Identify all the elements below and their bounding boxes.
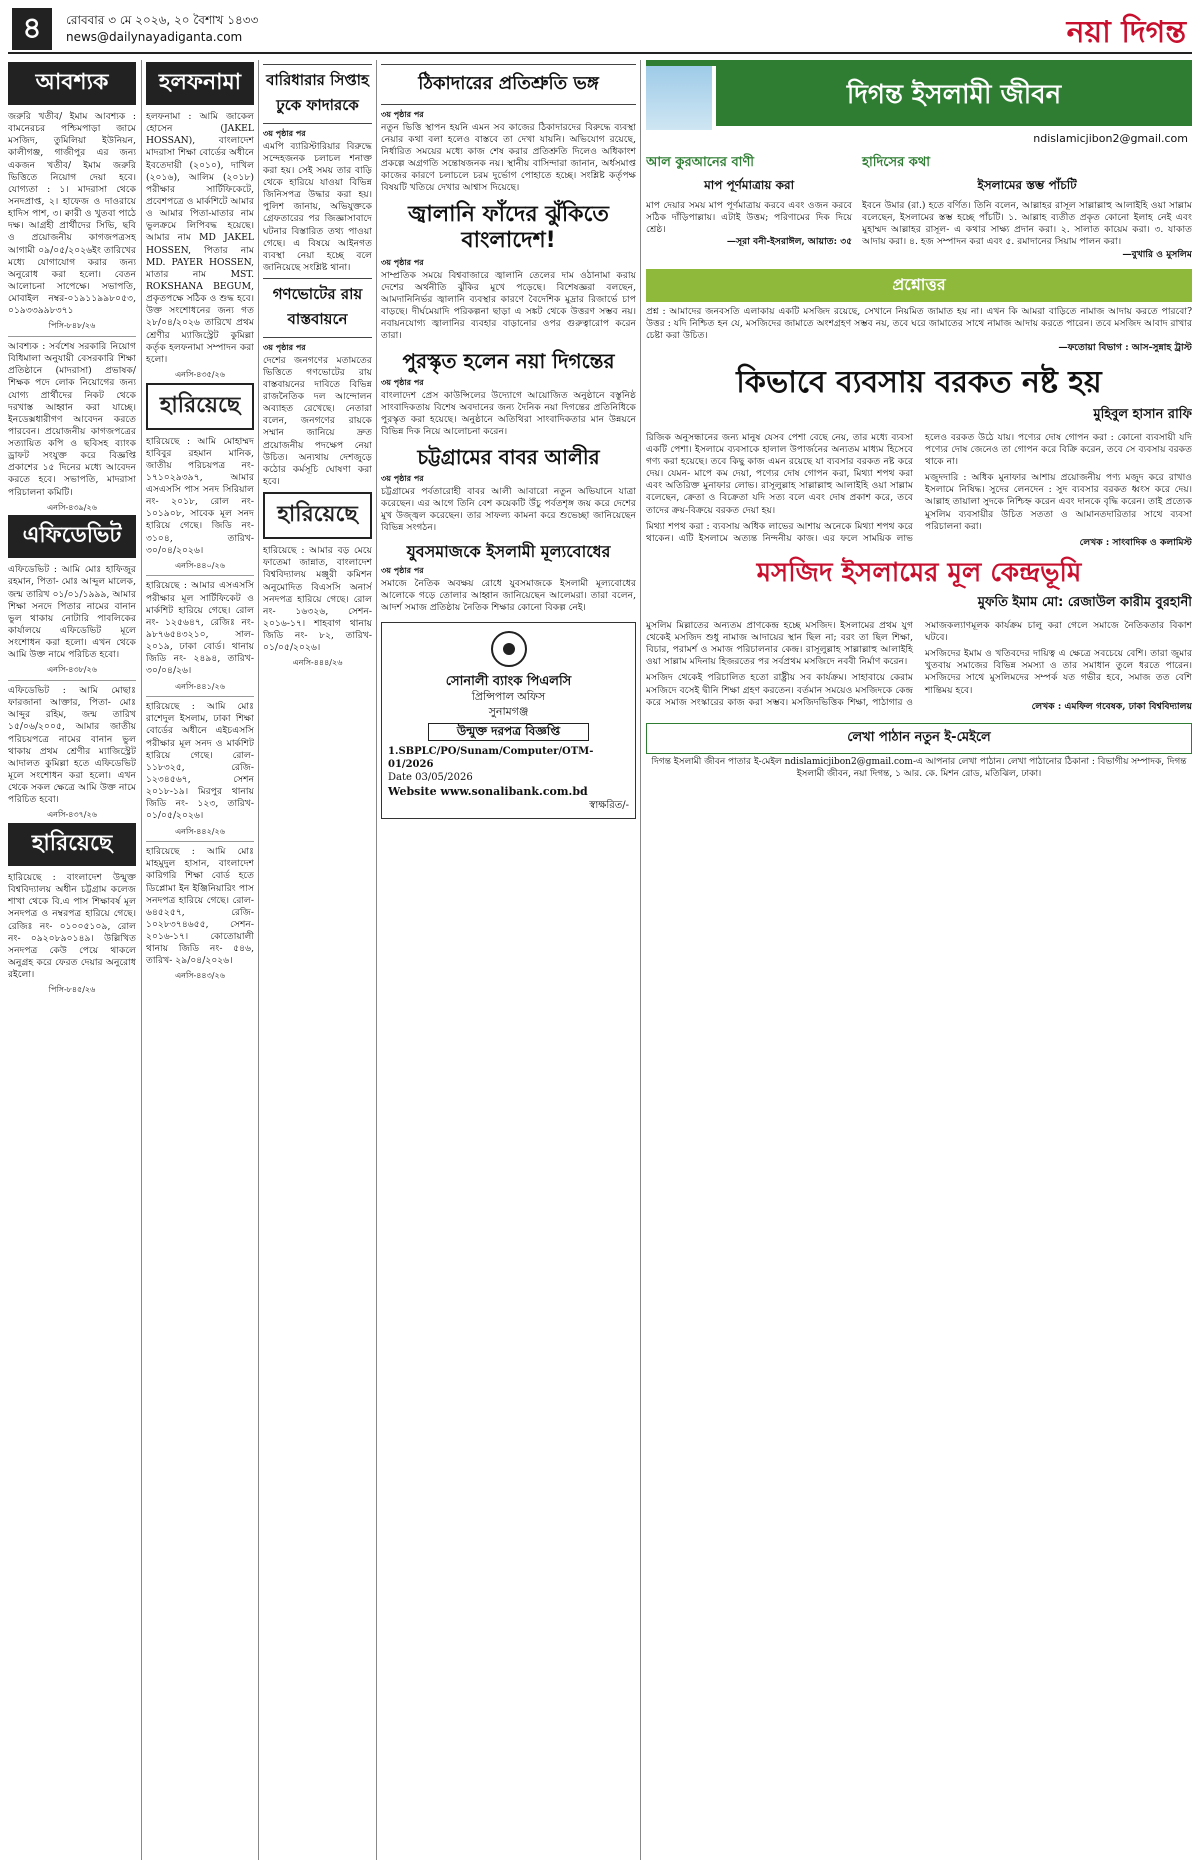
section-banner: আবশ্যক — [8, 62, 136, 105]
classified-ad: এফিডেভিট : আমি মোছাঃ ফারজানা আক্তার, পিতা- মোঃ আব্দুর রহিম, জন্ম তারিখ ১৫/০৬/২০০৫, আমার জাতীয় পরিচয়পত্রে নামের বানান ভুল থাকায় প্রথম শ্রেণীর ম্যাজিস্ট্রেট আদালত কুমিল্লা হতে এফিডেভিট মূলে সংশোধন করা হলো। এখন থেকে সকল ক্ষেত্রে আমি উক্ত নামে পরিচিত হবো। — [8, 684, 136, 806]
article-body: এমপি ব্যারিস্টারিয়ার বিরুদ্ধে সন্দেহজনক চলাচল শনাক্ত করা হয়। সেই সময় তার বাড়ি থেকে হারিয়ে যাওয়া বিভিন্ন জিনিসপত্র উদ্ধার করা হয়। পুলিশ জানায়, অভিযুক্তকে গ্রেফতারের পর জিজ্ঞাসাবাদে ঘটনার বিস্তারিত তথ্য পাওয়া গেছে। এ বিষয়ে আইনগত ব্যবস্থা নেয়া হচ্ছে বলে জানিয়েছে সংশ্লিষ্ট থানা। — [263, 140, 372, 273]
article-headline: মসজিদ ইসলামের মূল কেন্দ্রভূমি — [756, 558, 1082, 589]
article-paragraph: মসজিদের ইমাম ও খতিবদের দায়িত্ব এ ক্ষেত্রে সবচেয়ে বেশি। তারা জুমার খুতবায় সমাজের বিভিন্ন সমস্যা ও তার সমাধান তুলে ধরতে পারেন। মসজিদের সাথে মুসলিমদের সম্পর্ক যত গভীর হবে, সমাজ তত বেশি শান্তিময় হবে। — [925, 648, 1192, 696]
article-headline: ঠিকাদারের প্রতিশ্রুতি ভঙ্গ — [381, 64, 636, 105]
divider — [146, 841, 254, 842]
ad-code: পিসি-৮৪৮/২৬ — [48, 321, 96, 331]
divider — [8, 336, 136, 337]
news-column-4 — [381, 60, 636, 1860]
ad-code: পিসি-৮৪৫/২৬ — [48, 985, 96, 995]
quran-heading: আল কুরআনের বাণী — [646, 155, 755, 170]
section-banner: এফিডেভিট — [8, 515, 136, 558]
hadith-text: ইবনে উমার (রা.) হতে বর্ণিত। তিনি বলেন, আল্লাহর রাসূল সাল্লাল্লাহু আলাইহি ওয়া সাল্লাম বলেছেন, ইসলামের স্তম্ভ হচ্ছে পাঁচটি। ১. আল্লাহ ব্যতীত প্রকৃত কোনো ইলাহ নেই এবং মুহাম্মদ আল্লাহর রাসূল- এ কথার সাক্ষ্য প্রদান করা। ২. সালাত কায়েম করা। ৩. যাকাত আদায় করা। ৪. হজ সম্পাদন করা এবং ৫. রমাদানের সিয়াম পালন করা। — [862, 200, 1192, 248]
newspaper-logo: নয়া দিগন্ত — [1066, 15, 1186, 50]
article-body: সাম্প্রতিক সময়ে বিশ্ববাজারে জ্বালানি তেলের দাম ওঠানামা করায় দেশের অর্থনীতি ঝুঁকির মুখে পড়েছে। বিশেষজ্ঞরা বলছেন, আমদানিনির্ভর জ্বালানি ব্যবস্থার কারণে বৈদেশিক মুদ্রার রিজার্ভে চাপ বাড়ছে। দীর্ঘমেয়াদি পরিকল্পনা ছাড়া এ সঙ্কট থেকে উত্তরণ সম্ভব নয়। নবায়নযোগ্য জ্বালানির ব্যবহার বাড়ানোর ওপর গুরুত্বারোপ করেন তারা। — [381, 269, 636, 342]
tender-website[interactable]: Website www.sonalibank.com.bd — [388, 784, 588, 798]
hadith-title: ইসলামের স্তম্ভ পাঁচটি — [977, 178, 1077, 192]
article-paragraph: রিজিক অনুসন্ধানের জন্য মানুষ যেসব পেশা বেছে নেয়, তার মধ্যে ব্যবসা একটি পেশা। ইসলামে ব্যবসাকে হালাল উপার্জনের অন্যতম মাধ্যম হিসেবে গণ্য করা হয়েছে। তবে কিছু কাজ এমন রয়েছে যা ব্যবসার বরকত নষ্ট করে দেয়। যেমন- মাপে কম দেয়া, পণ্যের দোষ গোপন করা, মিথ্যা শপথ করা এবং অতিরিক্ত মুনাফার লোভ। রাসূলুল্লাহ সাল্লাল্লাহু আলাইহি ওয়া সাল্লাম বলেছেন, ক্রেতা ও বিক্রেতা যদি সত্য বলে এবং দোষ প্রকাশ করে, তবে তাদের ক্রয়-বিক্রয়ে বরকত দেয়া হয়। — [646, 431, 913, 516]
article-body: দেশের জনগণের মতামতের ভিত্তিতে গণভোটের রায় বাস্তবায়নের দাবিতে বিভিন্ন রাজনৈতিক দল আন্দোলন অব্যাহত রেখেছে। নেতারা বলেন, জনগণের রায়কে সম্মান জানিয়ে দ্রুত প্রয়োজনীয় পদক্ষেপ নেয়া উচিত। অন্যথায় দেশজুড়ে কঠোর কর্মসূচি ঘোষণা করা হবে। — [263, 354, 372, 488]
tender-title: উন্মুক্ত দরপত্র বিজ্ঞপ্তি — [428, 723, 589, 741]
classified-ad: এফিডেভিট : আমি মোঃ হাফিজুর রহমান, পিতা- মোঃ আব্দুল মালেক, জন্ম তারিখ ০১/০১/১৯৯৯, আমার শিক্ষা সনদে পিতার নামের বানান ভুল থাকায় নোটারি পাবলিকের কার্যালয়ে এফিডেভিট মূলে সংশোধন করা হলো। এখন থেকে আমি উক্ত নামে পরিচিত হবো। — [8, 564, 136, 661]
mosque-image — [646, 66, 712, 130]
ad-code: এনসি-৪৪১/২৬ — [175, 681, 225, 691]
qa-text: প্রশ্ন : আমাদের জনবসতি এলাকায় একটি মসজিদ রয়েছে, সেখানে নিয়মিত জামাত হয় না। এখন কি আমরা বাড়িতে নামাজ আদায় করতে পারবো? উত্তর : যদি নিশ্চিত হন যে, মসজিদের জামাতে অংশগ্রহণ সম্ভব নয়, তবে ঘরে জামাতের সাথে নামাজ আদায় করতে পারেন। তবে মসজিদ আবাদ রাখার চেষ্টা করা উচিত। — [646, 305, 1192, 341]
article-byline: মুফতি ইমাম মো: রেজাউল কারীম বুরহানী — [977, 594, 1192, 610]
ad-code: এনসি-৪৩৮/২৬ — [47, 665, 97, 675]
column-divider — [258, 60, 259, 1860]
continuation-note: ৩য় পৃষ্ঠার পর — [263, 342, 306, 353]
hadith-box — [862, 153, 1192, 261]
article-body: চট্টগ্রামের পর্বতারোহী বাবর আলী আবারো নতুন অভিযানে যাত্রা করেছেন। এর আগে তিনি বেশ কয়েকটি উঁচু পর্বতশৃঙ্গ জয় করে দেশের মুখ উজ্জ্বল করেছেন। তার সাফল্য কামনা করে শুভেচ্ছা জানিয়েছেন বিভিন্ন সংগঠন। — [381, 486, 636, 534]
column-divider — [640, 60, 641, 1860]
tender-notice — [381, 622, 636, 819]
ad-code: এনসি-৪৩৫/২৬ — [175, 369, 225, 379]
classified-ad: আবশ্যক : সর্বশেষ সরকারি নিয়োগ বিধিমালা অনুযায়ী বেসরকারি শিক্ষা প্রতিষ্ঠানে (মাদরাসা) প্রভাষক/ শিক্ষক পদে লোক নিয়োগের জন্য যোগ্য প্রার্থীদের নিকট থেকে দরখাস্ত আহ্বান করা যাচ্ছে। ইনডেক্সধারীগণ আবেদন করতে পারবেন। প্রয়োজনীয় কাগজপত্রের সত্যায়িত কপি ও ছবিসহ ব্যাংক ড্রাফট সংযুক্ত করে বিজ্ঞপ্তি প্রকাশের ১৫ দিনের মধ্যে আবেদন করতে হবে। সভাপতি, মাদরাসা পরিচালনা কমিটি। — [8, 340, 136, 498]
section-banner: হারিয়েছে — [146, 383, 254, 430]
article-writer: লেখক : সাংবাদিক ও কলামিস্ট — [1079, 536, 1192, 548]
tender-org: সোনালী ব্যাংক পিএলসি — [445, 674, 572, 690]
submission-notice-text: দিগন্ত ইসলামী জীবন পাতার ই-মেইল ndislamicjibon2@gmail.com-এ আপনার লেখা পাঠান। লেখা পাঠানোর ঠিকানা : বিভাগীয় সম্পাদক, দিগন্ত ইসলামী জীবন, নয়া দিগন্ত, ১ আর. কে. মিশন রোড, মতিঝিল, ঢাকা। — [651, 756, 1187, 779]
column-divider — [376, 60, 377, 1860]
quran-hadith-row — [646, 153, 1192, 261]
quran-title: মাপ পূর্ণমাত্রায় করা — [704, 178, 795, 192]
issue-date: রোববার ৩ মে ২০২৬, ২০ বৈশাখ ১৪৩৩ — [66, 13, 259, 27]
classified-ad: হলফনামা : আমি জাকেল হোসেন (JAKEL HOSSAN), বাংলাদেশ মাদরাসা শিক্ষা বোর্ডের অধীনে ইবতেদায়ী (২০১০), দাখিল (২০১৬), আলিম (২০১৮) পরীক্ষার সার্টিফিকেটে, প্রবেশপত্রে ও মার্কশিটে আমার ও আমার পিতা-মাতার নাম ভুলক্রমে লিপিবদ্ধ হয়েছে। আমার নাম MD JAKEL HOSSEN, পিতার নাম MD. PAYER HOSSEN, মাতার নাম MST. ROKSHANA BEGUM, প্রকৃতপক্ষে সঠিক ও শুদ্ধ হবে। উক্ত সংশোধনের জন্য গত ২৮/০৪/২০২৬ তারিখে প্রথম শ্রেণীর ম্যাজিস্ট্রেট কুমিল্লা কর্তৃক হলফনামা সম্পাদন করা হলো। — [146, 111, 254, 365]
section-banner: হারিয়েছে — [8, 823, 136, 866]
article-headline: চট্টগ্রামের বাবর আলীর — [417, 445, 600, 470]
tender-place: সুনামগঞ্জ — [488, 704, 529, 718]
bank-logo-icon — [388, 629, 629, 673]
divider — [146, 575, 254, 576]
qa-heading: প্রশ্নোত্তর — [646, 269, 1192, 302]
section-header — [646, 60, 1192, 130]
classified-ad: হারিয়েছে : আমি মোঃ রাশেদুল ইসলাম, ঢাকা শিক্ষা বোর্ডের অধীনে এইচএসসি পরীক্ষার মূল সনদ ও মার্কশিট হারিয়ে গেছে। রোল- ১১৮৩২৫, রেজি- ১২৩৪৫৬৭, সেশন ২০১৮-১৯। মিরপুর থানায় জিডি নং- ১২৩, তারিখ- ০১/০৫/২০২৬। — [146, 701, 254, 822]
classified-column-2 — [146, 60, 254, 1860]
article-body: বাংলাদেশ প্রেস কাউন্সিলের উদ্যোগে আয়োজিত অনুষ্ঠানে বস্তুনিষ্ঠ সাংবাদিকতায় বিশেষ অবদানের জন্য দৈনিক নয়া দিগন্তের প্রতিনিধিকে পুরস্কৃত করা হয়েছে। অনুষ্ঠানে অতিথিরা সাংবাদিকতার মান উন্নয়নে বিভিন্ন দিক নিয়ে আলোচনা করেন। — [381, 389, 636, 438]
page-number: ৪ — [12, 8, 52, 50]
tender-ref: 1.SBPLC/PO/Sunam/Computer/OTM-01/2026 — [388, 746, 594, 771]
classified-ad: হারিয়েছে : আমার এসএসসি পরীক্ষার মূল সার্টিফিকেট ও মার্কশিট হারিয়ে গেছে। রোল নং- ১২৫৬৪৭, রেজিঃ নং- ৯৮৭৬৫৪৩২১০, সাল- ২০১৯, ঢাকা বোর্ড। থানায় জিডি নং- ২৪৯৪, তারিখ- ৩০/০৪/২৬। — [146, 580, 254, 677]
section-banner: হলফনামা — [146, 62, 254, 105]
qa-reference: —ফতোয়া বিভাগ : আস-সুন্নাহ ট্রাস্ট — [1058, 342, 1192, 354]
classified-ad: হারিয়েছে : আমার বড় মেয়ে ফাতেমা জান্নাত, বাংলাদেশ বিশ্ববিদ্যালয় মঞ্জুরী কমিশন অনুমোদিত বিএসসি অনার্স সনদপত্র হারিয়ে গেছে। রোল নং- ১৬৩২৬, সেশন- ২০১৬-১৭। শাহবাগ থানায় জিডি নং- ৮২, তারিখ- ০১/০৫/২০২৬। — [263, 545, 372, 654]
tender-signature: স্বাক্ষরিত/- — [589, 800, 629, 812]
article-body: নতুন ভিত্তি স্থাপন হয়নি এমন সব কাজের ঠিকাদারদের বিরুদ্ধে ব্যবস্থা নেয়ার কথা বলা হলেও বাস্তবে তা দেখা যায়নি। অভিযোগ রয়েছে, নির্ধারিত সময়ের মধ্যে কাজ শেষ করার প্রতিশ্রুতি দিলেও অধিকাংশ প্রকল্পে অগ্রগতি সন্তোষজনক নয়। স্থানীয় বাসিন্দারা জানান, অর্ধসমাপ্ত কাজের কারণে চলাচলে চরম দুর্ভোগ পোহাতে হচ্ছে। সংশ্লিষ্ট কর্তৃপক্ষ বিষয়টি খতিয়ে দেখার আশ্বাস দিয়েছে। — [381, 121, 636, 194]
article-headline: জ্বালানি ফাঁদের ঝুঁকিতে বাংলাদেশ! — [408, 202, 609, 253]
article-writer: লেখক : এমফিল গবেষক, ঢাকা বিশ্ববিদ্যালয় — [1031, 700, 1192, 712]
submission-notice-heading: লেখা পাঠান নতুন ই-মেইলে — [646, 723, 1192, 754]
continuation-note: ৩য় পৃষ্ঠার পর — [381, 377, 424, 388]
tender-office: প্রিন্সিপাল অফিস — [471, 690, 546, 704]
ad-code: এনসি-৪৪৩/২৬ — [175, 971, 225, 981]
article-headline: যুবসমাজকে ইসলামী মূল্যবোধের — [406, 541, 611, 561]
article-paragraph: মজুদদারি : অধিক মুনাফার আশায় প্রয়োজনীয় পণ্য মজুদ করে রাখাও ইসলামে নিষিদ্ধ। সুদের লেনদেন : সুদ ব্যবসার বরকত ধ্বংস করে দেয়। আল্লাহ তায়ালা সুদকে নিশ্চিহ্ন করেন এবং দানকে বৃদ্ধি করেন। তাই প্রত্যেক মুসলিম ব্যবসায়ীর উচিত সততা ও আমানতদারিতার সাথে ব্যবসা পরিচালনা করা। — [925, 472, 1192, 532]
article-headline: বারিধারার সিপ্তাহ ঢুকে ফাদারকে — [263, 64, 372, 124]
article-headline: গণভোটের রায় বাস্তবায়নে — [263, 278, 372, 338]
article-byline: মুহিবুল হাসান রাফি — [1093, 406, 1192, 422]
article-body: সমাজে নৈতিক অবক্ষয় রোধে যুবসমাজকে ইসলামী মূল্যবোধের আলোকে গড়ে তোলার আহ্বান জানিয়েছেন আলেমরা। তারা বলেন, আদর্শ সমাজ প্রতিষ্ঠায় নৈতিক শিক্ষার কোনো বিকল্প নেই। — [381, 577, 636, 613]
section-title: দিগন্ত ইসলামী জীবন — [716, 66, 1192, 126]
ad-code: এনসি-৪৪৪/২৬ — [292, 658, 343, 668]
ad-code: এনসি-৪৪০/২৬ — [175, 560, 225, 570]
column-divider — [141, 60, 142, 1860]
ad-code: এনসি-৪৩৯/২৬ — [47, 502, 97, 512]
news-column-3 — [263, 60, 372, 1860]
hadith-heading: হাদিসের কথা — [862, 155, 931, 170]
islamic-life-section — [646, 60, 1192, 1860]
classified-ad: হারিয়েছে : আমি মোহাম্মদ হাবিবুর রহমান মানিক, জাতীয় পরিচয়পত্র নং- ১৭১০২৯৩৯৭, আমার এসএসসি পাস সনদ সিরিয়াল নং- ২০১৮, রোল নং- ১০১৯০৮, সাবেক মূল সনদ হারিয়ে গেছে। জিডি নং- ৩১০৪, তারিখ- ৩০/০৪/২০২৬। — [146, 435, 254, 556]
quran-text: মাপ দেয়ার সময় মাপ পূর্ণমাত্রায় করবে এবং ওজন করবে সঠিক দাঁড়িপাল্লায়। এটাই উত্তম; পরিণামের দিক দিয়ে শ্রেষ্ঠ। — [646, 200, 853, 236]
ad-code: এনসি-৪৩৭/২৬ — [47, 810, 97, 820]
classified-ad: হারিয়েছে : বাংলাদেশ উন্মুক্ত বিশ্ববিদ্যালয় অধীন চট্টগ্রাম কলেজ শাখা থেকে বি.এ পাস শিক্ষাবর্ষ মূল সনদপত্র ও নম্বরপত্র হারিয়ে গেছে। রেজিঃ নং- ০১০০৫১০৯, রোল নং- ০৯২০৮৯০১৪৯। উল্লিখিত সনদপত্র কেউ পেয়ে থাকলে অনুগ্রহ করে ফেরত দেয়ার অনুরোধ রইলো। — [8, 871, 136, 981]
divider — [146, 696, 254, 697]
section-email[interactable]: ndislamicjibon2@gmail.com — [1033, 132, 1188, 145]
classified-column-1 — [8, 60, 136, 1860]
hadith-reference: —বুখারি ও মুসলিম — [1122, 248, 1192, 260]
quran-reference: —সূরা বনী-ইসরাঈল, আয়াত: ৩৫ — [726, 236, 853, 248]
article-headline: পুরস্কৃত হলেন নয়া দিগন্তের — [402, 349, 615, 374]
continuation-note: ৩য় পৃষ্ঠার পর — [381, 473, 424, 484]
page-header — [8, 6, 1192, 54]
article-paragraph: মুসলিম মিল্লাতের অন্যতম প্রাণকেন্দ্র হচ্ছে মসজিদ। ইসলামের প্রথম যুগ থেকেই মসজিদ শুধু নামাজ আদায়ের স্থান ছিল না; বরং তা ছিল শিক্ষা, বিচার, পরামর্শ ও সমাজ পরিচালনার কেন্দ্র। রাসূলুল্লাহ সাল্লাল্লাহু আলাইহি ওয়া সাল্লাম মদিনায় হিজরতের পর সর্বপ্রথম মসজিদে নববী নির্মাণ করেন। — [646, 619, 913, 668]
tender-date: Date 03/05/2026 — [388, 772, 473, 784]
continuation-note: ৩য় পৃষ্ঠার পর — [381, 564, 424, 575]
article-body — [646, 432, 1192, 549]
quran-box — [646, 153, 852, 261]
article-paragraph: মসজিদ থেকেই পরিচালিত হতো রাষ্ট্রীয় সব কার্যক্রম। সাহাবায়ে কেরাম মসজিদে বসেই দ্বীনি শিক্ষা গ্রহণ করতেন। বর্তমান সময়েও মসজিদকে কেন্দ্র করে সমাজ সংস্কারের কাজ করা সম্ভব। মসজিদভিত্তিক শিক্ষা, পাঠাগার ও সমাজকল্যাণমূলক কার্যক্রম চালু করা গেলে সমাজে নৈতিকতার বিকাশ ঘটবে। — [646, 619, 1192, 708]
classified-ad: হারিয়েছে : আমি মোঃ মাহমুদুল হাসান, বাংলাদেশ কারিগরি শিক্ষা বোর্ড হতে ডিপ্লোমা ইন ইঞ্জিনিয়ারিং পাস সনদপত্র হারিয়ে গেছে। রোল- ৬৪৫২৫৭, রেজি- ১০২৮৩৭৪৬৫৫, সেশন- ২০১৬-১৭। কোতোয়ালী থানায় জিডি নং- ৫৪৬, তারিখ- ২৯/০৪/২০২৬। — [146, 846, 254, 967]
header-email[interactable]: news@dailynayadiganta.com — [66, 30, 243, 44]
classified-ad: জরুরি খতীব/ ইমাম আবশ্যক : বামনেরচর পশ্চিমপাড়া জামে মসজিদ, তুমিলিয়া ইউনিয়ন, কালীগঞ্জ, গাজীপুর এর জন্য একজন খতীব/ ইমাম জরুরি ভিত্তিতে নিয়োগ দেয়া হবে। যোগ্যতা : ১। মাদরাসা থেকে সনদপ্রাপ্ত, ২। হাফেজ ও দাওরায়ে হাদিস পাশ, ৩। ক্বারী ও খুতবা পাঠে দক্ষ। আগ্রহী প্রার্থীদের সিভি, ছবি ও প্রয়োজনীয় কাগজপত্রসহ আগামী ০৯/০৫/২০২৬ইং তারিখের মধ্যে যোগাযোগ করার জন্য অনুরোধ করা হলো। বেতন আলোচনা সাপেক্ষে। সভাপতি, মোবাইল নম্বর-০১৯১১৯৯৮০৫৩, ০১৯৩৩৯৯৮৩৭১ — [8, 111, 136, 317]
continuation-note: ৩য় পৃষ্ঠার পর — [381, 109, 424, 119]
section-banner: হারিয়েছে — [263, 492, 372, 539]
continuation-note: ৩য় পৃষ্ঠার পর — [263, 128, 306, 138]
divider — [8, 680, 136, 681]
article-paragraph: মিথ্যা শপথ করা : ব্যবসায় অধিক লাভের আশায় অনেকে মিথ্যা শপথ করে থাকেন। এটি ইসলামে অত্যন্ত নিন্দনীয় কাজ। এর ফলে সাময়িক লাভ হলেও বরকত উঠে যায়। পণ্যের দোষ গোপন করা : কোনো ব্যবসায়ী যদি পণ্যের দোষ জেনেও তা গোপন করে বিক্রি করেন, তবে সে ব্যবসায় বরকত থাকে না। — [646, 431, 1192, 544]
article-body — [646, 620, 1192, 713]
continuation-note: ৩য় পৃষ্ঠার পর — [381, 256, 424, 267]
article-headline: কিভাবে ব্যবসায় বরকত নষ্ট হয় — [736, 365, 1102, 401]
ad-code: এনসি-৪৪২/২৬ — [175, 826, 225, 836]
